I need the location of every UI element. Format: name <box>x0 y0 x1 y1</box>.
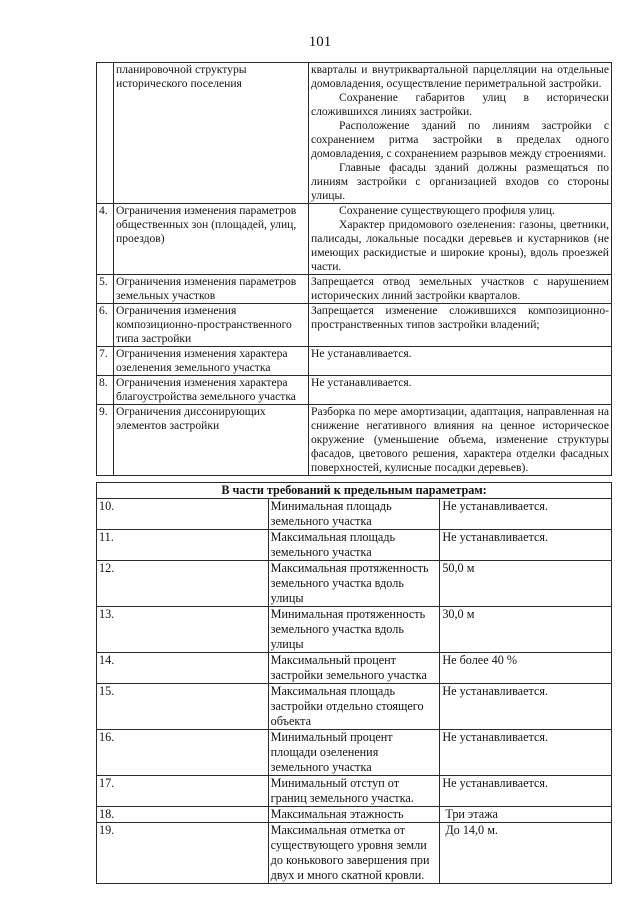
table-row <box>97 376 612 405</box>
row-parameter-value: Не устанавливается. <box>440 776 612 807</box>
row-number: 6. <box>97 304 114 347</box>
table-row <box>97 499 612 530</box>
table-row <box>97 807 612 823</box>
page-number: 101 <box>308 34 332 50</box>
row-parameter-name: Максимальная площадь земельного участка <box>268 530 440 561</box>
table-row <box>97 304 612 347</box>
row-parameter-value: Не устанавливается. <box>440 499 612 530</box>
row-number: 5. <box>97 275 114 304</box>
row-parameter-name: Минимальный отступ от границ земельного участка. <box>268 776 440 807</box>
row-number: 14. <box>97 653 269 684</box>
requirement-paragraph: Не устанавливается. <box>311 347 412 360</box>
table-row <box>97 275 612 304</box>
requirement-paragraph: Характер придомового озеленения: газоны, цветники, палисады, локальные посадки деревьев и кустарников (не имеющих раскидистые и широкие кроны), вдоль проезжей части. <box>311 218 609 273</box>
row-parameter-name: Максимальный процент застройки земельного участка <box>268 653 440 684</box>
row-number: 15. <box>97 684 269 730</box>
row-requirement-text <box>309 63 612 204</box>
section-header: В части требований к предельным параметрам: <box>97 483 612 499</box>
row-parameter-value: 30,0 м <box>440 607 612 653</box>
table-row <box>97 63 612 204</box>
table-row <box>97 530 612 561</box>
row-number: 9. <box>97 405 114 476</box>
table-row <box>97 653 612 684</box>
row-parameter-value: Не устанавливается. <box>440 530 612 561</box>
row-parameter-value: Не более 40 % <box>440 653 612 684</box>
row-parameter-name: планировочной структуры исторического поселения <box>114 63 309 204</box>
row-number: 17. <box>97 776 269 807</box>
row-requirement-text <box>309 405 612 476</box>
row-parameter-name: Ограничения изменения характера озеленения земельного участка <box>114 347 309 376</box>
row-parameter-name: Максимальная этажность <box>268 807 440 823</box>
row-number: 18. <box>97 807 269 823</box>
row-parameter-name: Ограничения изменения характера благоустройства земельного участка <box>114 376 309 405</box>
row-parameter-value: Не устанавливается. <box>440 684 612 730</box>
row-parameter-name: Минимальная площадь земельного участка <box>268 499 440 530</box>
row-parameter-name: Максимальная протяженность земельного участка вдоль улицы <box>268 561 440 607</box>
requirement-paragraph: Главные фасады зданий должны размещаться по линиям застройки с организацией входов со стороны улицы. <box>311 161 609 202</box>
table-row <box>97 405 612 476</box>
row-parameter-name: Максимальная площадь застройки отдельно стоящего объекта <box>268 684 440 730</box>
row-requirement-text <box>309 304 612 347</box>
table-row <box>97 204 612 275</box>
requirement-paragraph: Расположение зданий по линиям застройки с сохранением ритма застройки в пределах одного домовладения, с сохранением разрывов между строениями. <box>311 119 609 160</box>
row-parameter-value: Три этажа <box>440 807 612 823</box>
section-header-row <box>97 483 612 499</box>
table-row <box>97 684 612 730</box>
row-number: 8. <box>97 376 114 405</box>
row-parameter-name: Минимальный процент площади озеленения земельного участка <box>268 730 440 776</box>
row-parameter-value: До 14,0 м. <box>440 823 612 884</box>
table-row <box>97 607 612 653</box>
row-parameter-value: Не устанавливается. <box>440 730 612 776</box>
row-parameter-name: Ограничения диссонирующих элементов застройки <box>114 405 309 476</box>
row-number: 7. <box>97 347 114 376</box>
row-number: 16. <box>97 730 269 776</box>
table-row <box>97 347 612 376</box>
requirement-paragraph: Сохранение существующего профиля улиц. <box>339 204 555 217</box>
row-number: 11. <box>97 530 269 561</box>
requirement-paragraph: Разборка по мере амортизации, адаптация, направленная на снижение негативного влияния на ценное историческое окружение (уменьшение объема, изменение структуры фасадов, цветового решения, характера отделки фасадных поверхностей, кулисные посадки деревьев). <box>311 405 609 474</box>
row-number: 4. <box>97 204 114 275</box>
row-number: 19. <box>97 823 269 884</box>
table-row <box>97 730 612 776</box>
row-requirement-text <box>309 376 612 405</box>
requirement-paragraph: Не устанавливается. <box>311 376 412 389</box>
row-number <box>97 63 114 204</box>
row-parameter-name: Минимальная протяженность земельного участка вдоль улицы <box>268 607 440 653</box>
row-number: 10. <box>97 499 269 530</box>
requirement-paragraph: кварталы и внутриквартальной парцелляции на отдельные домовладения, осуществление периметральной застройки. <box>311 63 609 90</box>
row-requirement-text <box>309 204 612 275</box>
requirement-paragraph: Запрещается отвод земельных участков с нарушением исторических линий застройки кварталов. <box>311 275 609 302</box>
row-parameter-value: 50,0 м <box>440 561 612 607</box>
table-row <box>97 823 612 884</box>
row-requirement-text <box>309 275 612 304</box>
requirement-paragraph: Запрещается изменение сложившихся композиционно-пространственных типов застройки владений; <box>311 304 609 331</box>
row-parameter-name: Максимальная отметка от существующего уровня земли до конькового завершения при двух и много скатной кровли. <box>268 823 440 884</box>
requirements-table-upper <box>96 62 612 476</box>
row-number: 12. <box>97 561 269 607</box>
row-parameter-name: Ограничения изменения композиционно-пространственного типа застройки <box>114 304 309 347</box>
row-requirement-text <box>309 347 612 376</box>
requirement-paragraph: Сохранение габаритов улиц в исторически сложившихся линиях застройки. <box>311 91 609 118</box>
row-parameter-name: Ограничения изменения параметров земельных участков <box>114 275 309 304</box>
row-parameter-name: Ограничения изменения параметров общественных зон (площадей, улиц, проездов) <box>114 204 309 275</box>
table-row <box>97 561 612 607</box>
table-row <box>97 776 612 807</box>
limit-parameters-table <box>96 482 612 884</box>
row-number: 13. <box>97 607 269 653</box>
